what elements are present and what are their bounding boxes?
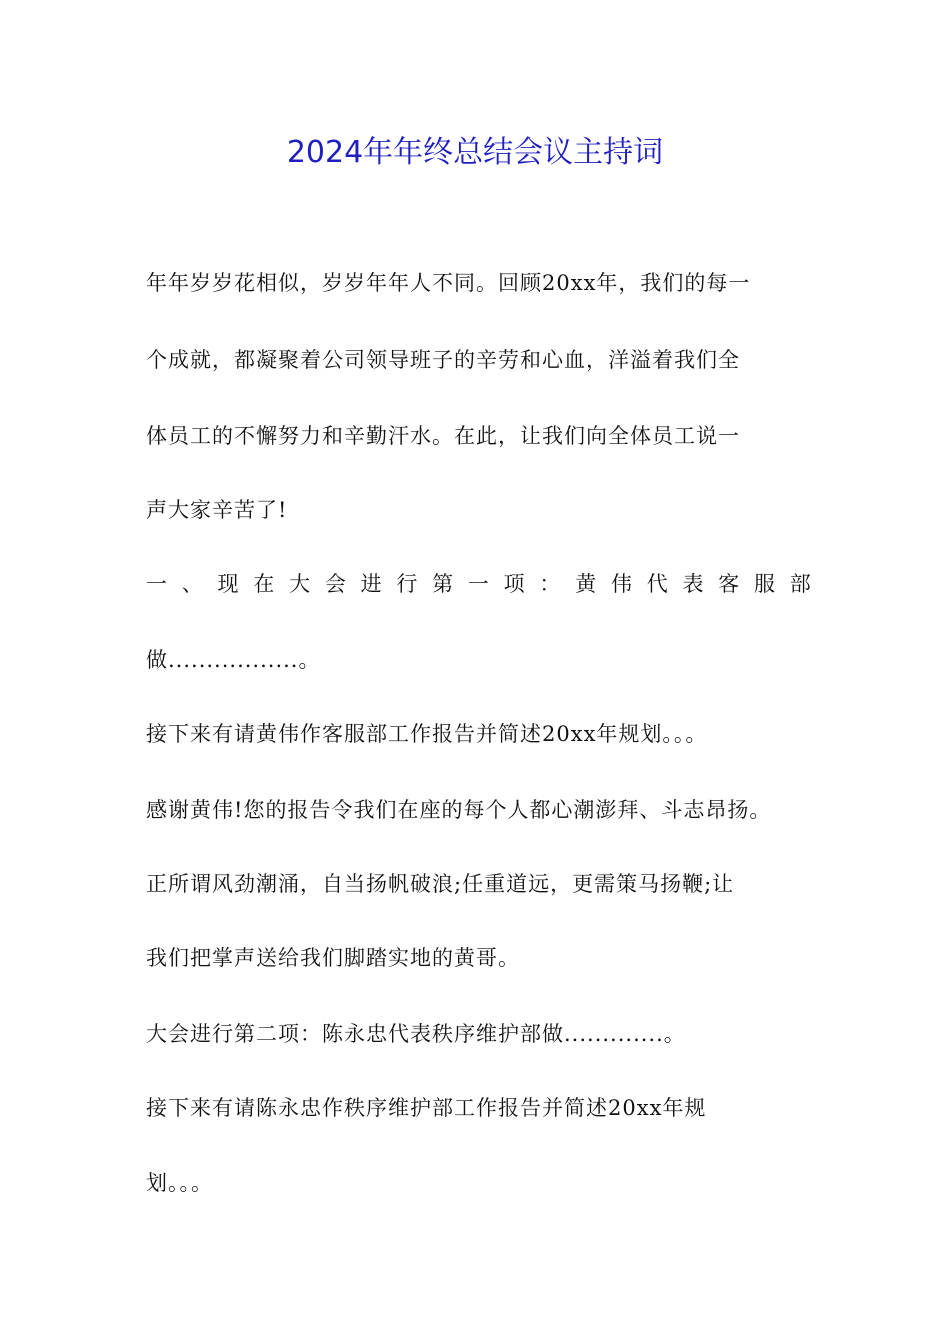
paragraph-line: 大会进行第二项：陈永忠代表秩序维护部做.............。: [146, 1022, 686, 1046]
justified-char: 第: [432, 572, 454, 596]
justified-char: 大: [289, 572, 311, 596]
justified-char: 、: [181, 572, 203, 596]
justified-char: 服: [754, 572, 776, 596]
paragraph-line: 体员工的不懈努力和辛勤汗水。在此，让我们向全体员工说一: [146, 424, 740, 448]
justified-char: 一: [467, 572, 489, 596]
justified-char: 项: [503, 572, 525, 596]
paragraph-line: 我们把掌声送给我们脚踏实地的黄哥。: [146, 946, 520, 970]
paragraph-line: 声大家辛苦了!: [146, 498, 288, 522]
paragraph-line: 感谢黄伟!您的报告令我们在座的每个人都心潮澎拜、斗志昂扬。: [146, 798, 772, 822]
paragraph-line: 做.................。: [146, 648, 321, 672]
paragraph-line: 正所谓风劲潮涌，自当扬帆破浪;任重道远，更需策马扬鞭;让: [146, 872, 735, 896]
paragraph-line: 个成就，都凝聚着公司领导班子的辛劳和心血，洋溢着我们全: [146, 348, 740, 372]
paragraph-line: 划。。。: [146, 1171, 213, 1195]
paragraph-line: 接下来有请黄伟作客服部工作报告并简述20xx年规划。。。: [146, 722, 708, 746]
paragraph-line: 接下来有请陈永忠作秩序维护部工作报告并简述20xx年规: [146, 1096, 707, 1120]
justified-char: 表: [682, 572, 704, 596]
justified-char: 行: [396, 572, 418, 596]
justified-char: 部: [789, 572, 811, 596]
justified-char: 客: [718, 572, 740, 596]
paragraph-line-justified: [146, 566, 811, 602]
justified-char: 黄: [575, 572, 597, 596]
justified-char: 在: [253, 572, 275, 596]
document-title: 2024年年终总结会议主持词: [286, 135, 664, 170]
justified-char: 进: [360, 572, 382, 596]
justified-char: 会: [324, 572, 346, 596]
justified-char: 现: [217, 572, 239, 596]
justified-char: ：: [539, 572, 561, 596]
justified-char: 代: [646, 572, 668, 596]
justified-char: 伟: [610, 572, 632, 596]
justified-char: 一: [146, 572, 167, 596]
paragraph-line: 年年岁岁花相似，岁岁年年人不同。回顾20xx年，我们的每一: [146, 271, 751, 295]
